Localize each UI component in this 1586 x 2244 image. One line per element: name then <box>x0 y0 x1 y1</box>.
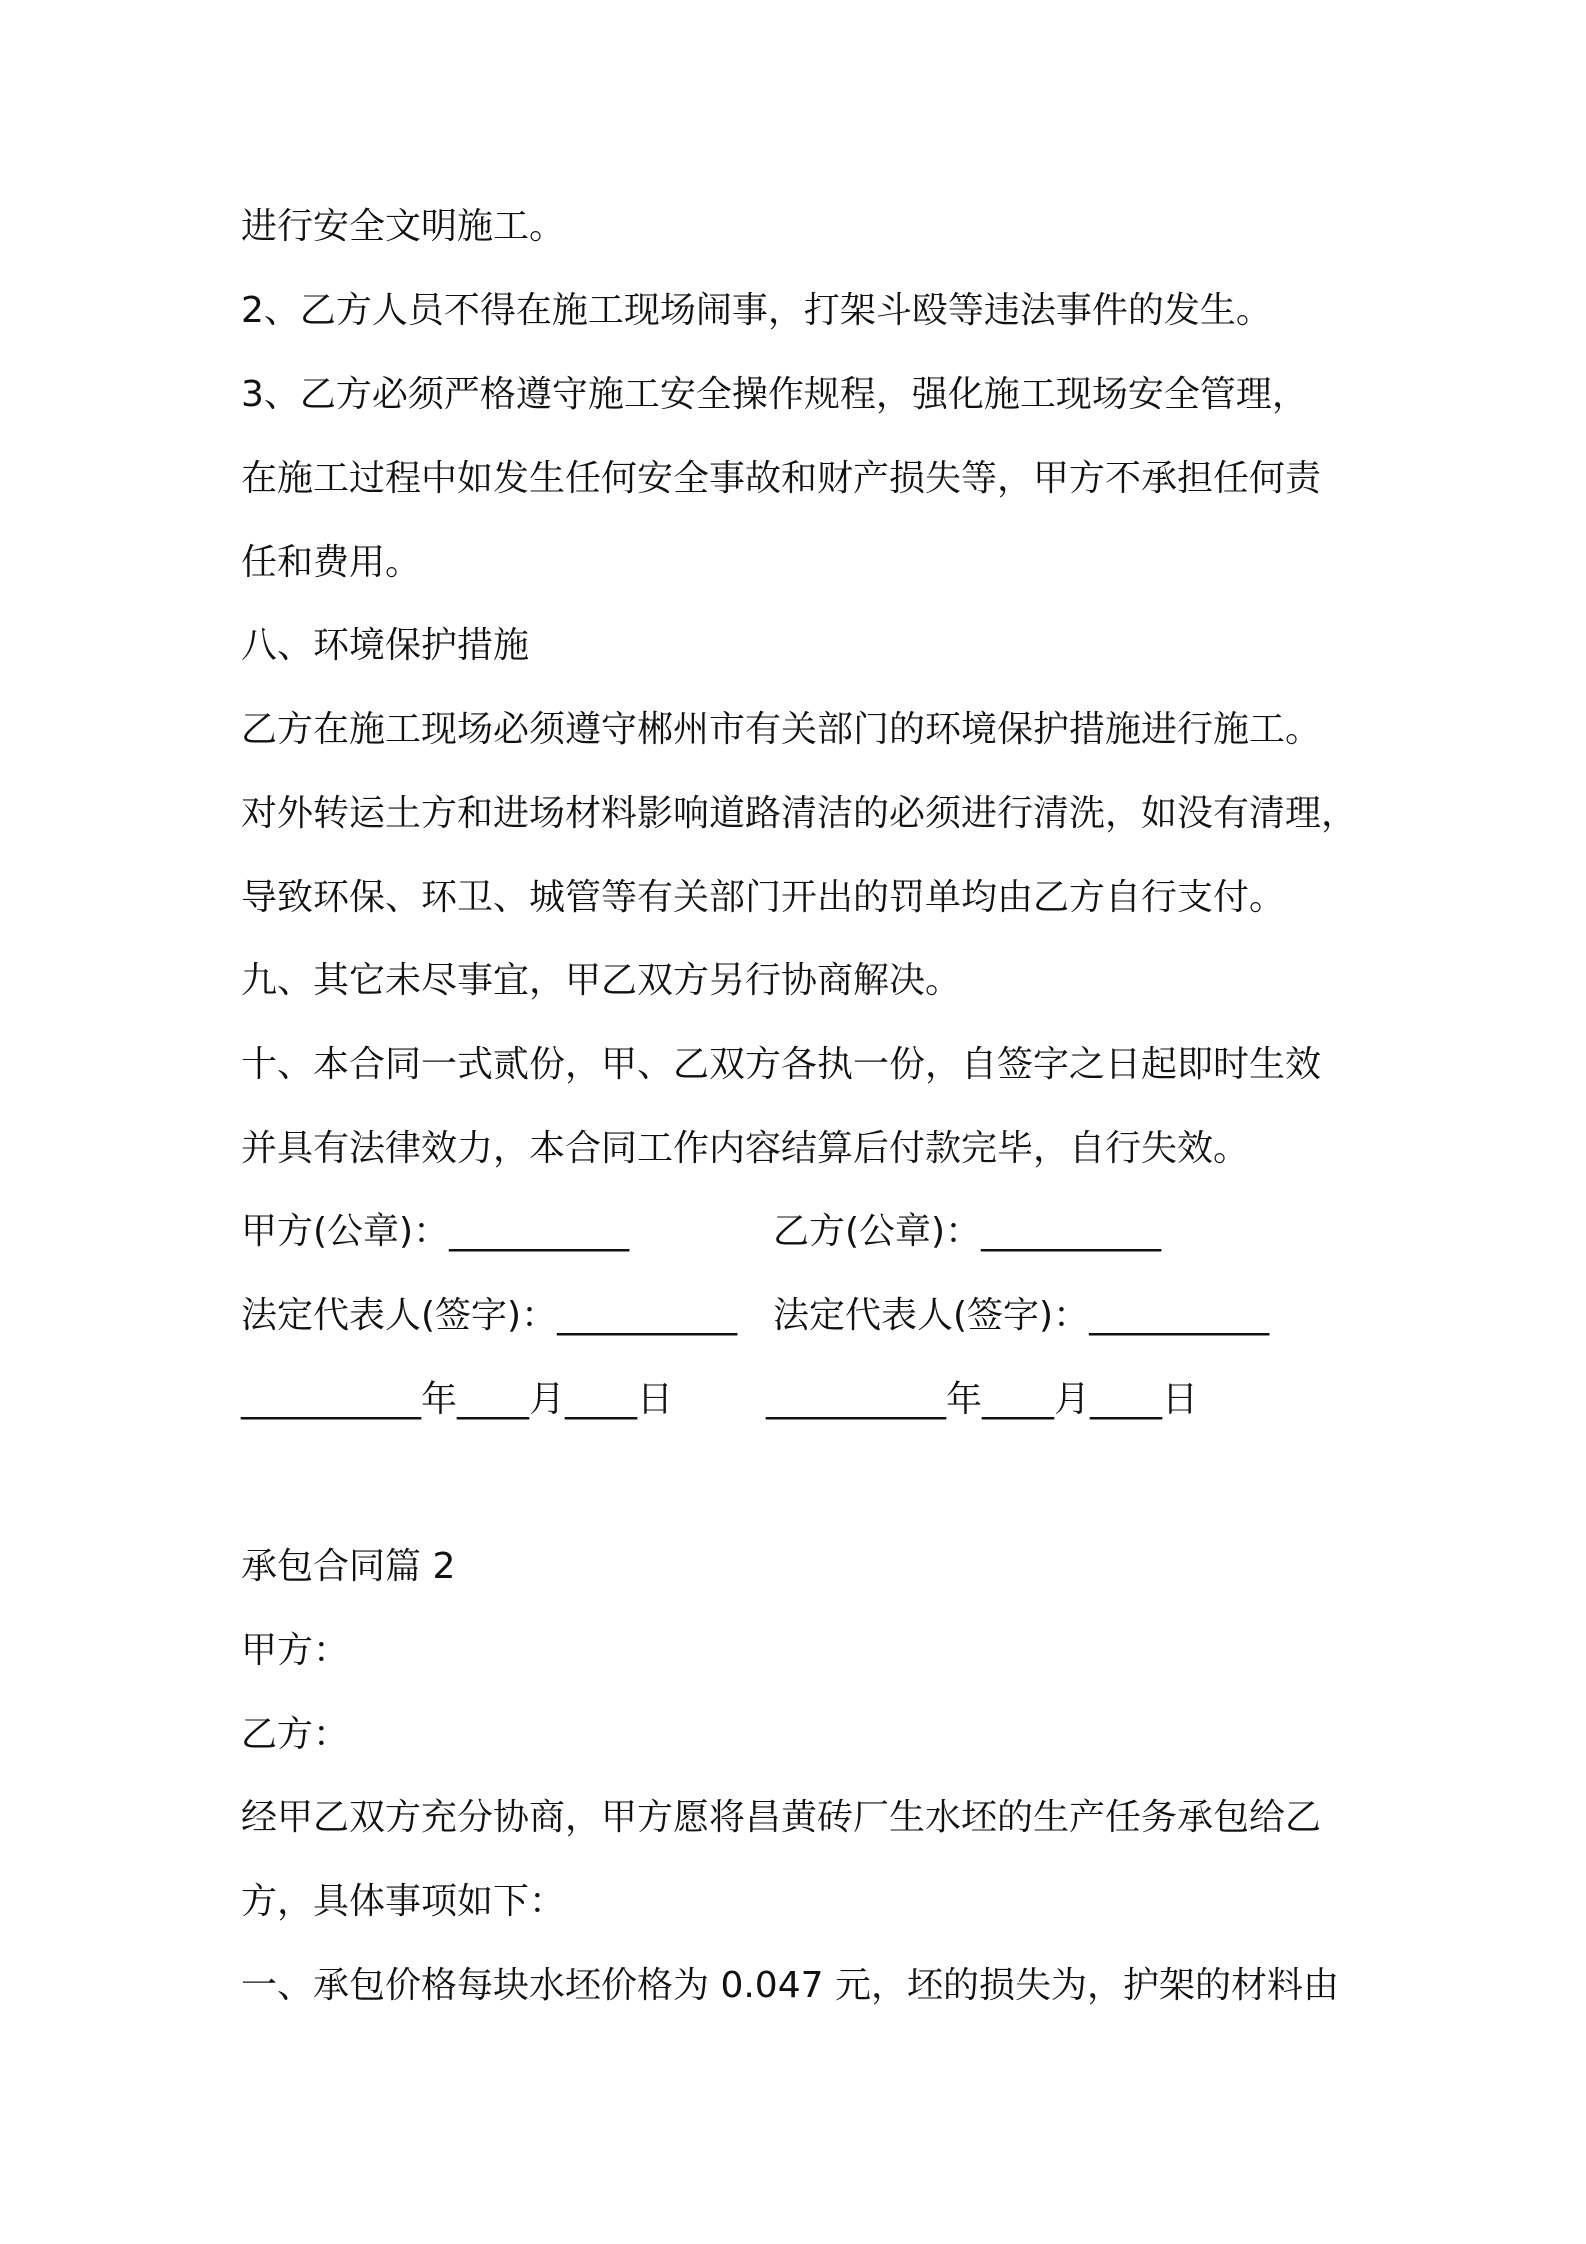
text-line: 十、本合同一式贰份，甲、乙双方各执一份，自签字之日起即时生效 <box>241 1044 1322 1085</box>
text-line: 乙方在施工现场必须遵守郴州市有关部门的环境保护措施进行施工。 <box>241 709 1322 750</box>
text-line: 2、乙方人员不得在施工现场闹事，打架斗殴等违法事件的发生。 <box>241 290 1272 331</box>
text-line: 方，具体事项如下： <box>241 1881 566 1922</box>
text-line: 3、乙方必须严格遵守施工安全操作规程，强化施工现场安全管理， <box>241 374 1308 415</box>
party-a-representative: 法定代表人(签字)：__________ <box>241 1295 738 1336</box>
text-line: 任和费用。 <box>241 542 422 583</box>
party-a-label: 甲方： <box>241 1630 350 1671</box>
party-b-representative: 法定代表人(签字)：__________ <box>773 1295 1270 1336</box>
text-line: 对外转运土方和进场材料影响道路清洁的必须进行清洗，如没有清理， <box>241 793 1358 834</box>
section-heading: 八、环境保护措施 <box>241 625 530 666</box>
text-line: 经甲乙双方充分协商，甲方愿将昌黄砖厂生水坯的生产任务承包给乙 <box>241 1797 1322 1838</box>
text-line: 在施工过程中如发生任何安全事故和财产损失等，甲方不承担任何责 <box>241 458 1322 499</box>
party-b-seal: 乙方(公章)：__________ <box>773 1211 1162 1252</box>
party-a-date: __________年____月____日 <box>241 1379 673 1420</box>
text-line: 一、承包价格每块水坯价格为 0.047 元，坯的损失为，护架的材料由 <box>241 1965 1339 2006</box>
party-b-label: 乙方： <box>241 1714 350 1755</box>
text-line: 并具有法律效力，本合同工作内容结算后付款完毕，自行失效。 <box>241 1128 1250 1169</box>
text-line: 九、其它未尽事宜，甲乙双方另行协商解决。 <box>241 960 962 1001</box>
section-title: 承包合同篇 2 <box>241 1546 456 1587</box>
party-b-date: __________年____月____日 <box>766 1379 1198 1420</box>
party-a-seal: 甲方(公章)：__________ <box>241 1211 630 1252</box>
text-line: 进行安全文明施工。 <box>241 206 566 247</box>
text-line: 导致环保、环卫、城管等有关部门开出的罚单均由乙方自行支付。 <box>241 877 1286 918</box>
